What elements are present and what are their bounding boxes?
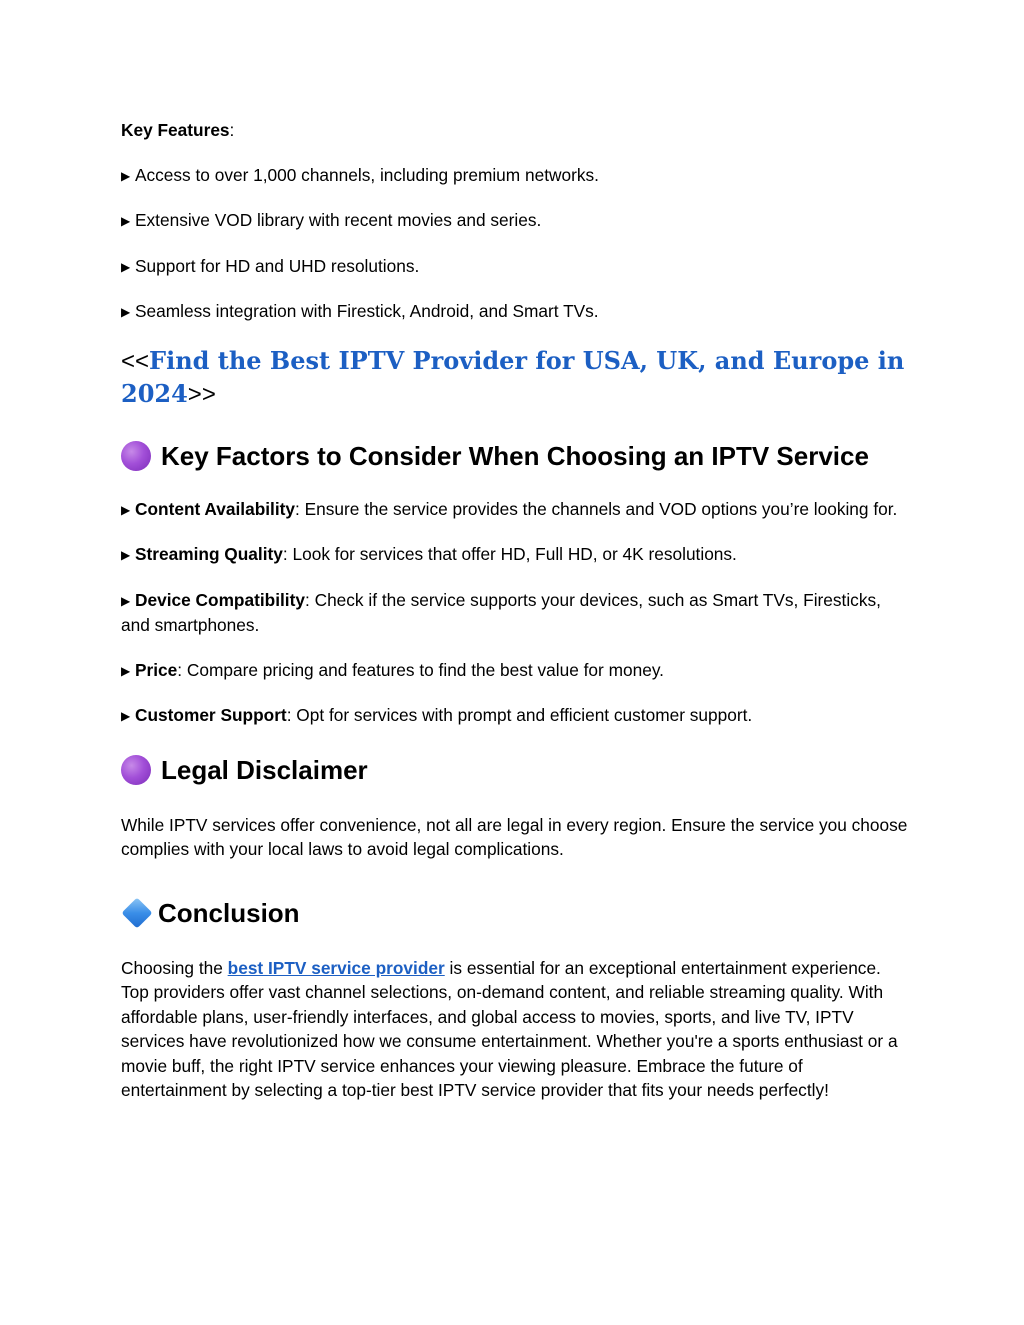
promo-link-line xyxy=(121,345,914,411)
feature-text: Extensive VOD library with recent movies and series. xyxy=(135,210,542,230)
feature-item xyxy=(121,254,914,280)
factor-item xyxy=(121,658,914,684)
key-features-colon: : xyxy=(229,120,235,140)
factor-term: Streaming Quality xyxy=(135,544,283,564)
factor-item xyxy=(121,588,914,638)
triangle-right-icon: ▶ xyxy=(121,593,131,608)
legal-heading-text: Legal Disclaimer xyxy=(161,754,368,785)
conclusion-text-after: is essential for an exceptional entertainment experience. Top providers offer vast channel selections, on-demand content, and reliable streaming quality. With affordable plans, user-friendly interfaces, and global access to movies, sports, and live TV, IPTV services have revolutionized how we consume entertainment. Whether you're a sports enthusiast or a movie buff, the right IPTV service enhances your viewing pleasure. Embrace the future of entertainment by selecting a top-tier best IPTV service provider that fits your needs perfectly! xyxy=(121,957,898,1100)
feature-text: Access to over 1,000 channels, including premium networks. xyxy=(135,164,599,185)
purple-circle-icon xyxy=(121,441,151,471)
feature-text: Support for HD and UHD resolutions. xyxy=(135,255,420,276)
triangle-right-icon: ▶ xyxy=(121,259,131,274)
factor-desc: : Ensure the service provides the channels and VOD options you’re looking for. xyxy=(295,498,898,519)
factors-heading xyxy=(121,439,914,473)
purple-circle-icon xyxy=(121,755,151,785)
legal-heading xyxy=(121,753,914,787)
promo-suffix: >> xyxy=(187,380,216,408)
factor-item xyxy=(121,703,914,729)
feature-item xyxy=(121,299,914,325)
best-iptv-link[interactable]: best IPTV service provider xyxy=(227,957,445,978)
feature-text: Seamless integration with Firestick, Android, and Smart TVs. xyxy=(135,301,599,321)
conclusion-text-before: Choosing the xyxy=(121,957,228,978)
conclusion-body xyxy=(121,956,911,1103)
triangle-right-icon: ▶ xyxy=(121,548,131,562)
factors-heading-text: Key Factors to Consider When Choosing an IPTV Service xyxy=(161,440,869,471)
factor-desc: : Compare pricing and features to find the best value for money. xyxy=(177,659,664,680)
factor-item xyxy=(121,497,914,523)
triangle-right-icon: ▶ xyxy=(121,709,131,723)
triangle-right-icon: ▶ xyxy=(121,214,131,228)
conclusion-heading xyxy=(121,896,914,930)
triangle-right-icon: ▶ xyxy=(121,168,131,183)
triangle-right-icon: ▶ xyxy=(121,305,131,319)
factor-desc: : Opt for services with prompt and efficient customer support. xyxy=(286,705,753,725)
factor-desc: : Look for services that offer HD, Full HD, or 4K resolutions. xyxy=(282,544,737,564)
feature-item xyxy=(121,208,914,234)
promo-prefix: << xyxy=(121,347,150,375)
factor-term: Price xyxy=(135,659,178,680)
factor-item xyxy=(121,542,914,568)
factor-desc: : Check if the service supports your devices, such as Smart TVs, Firesticks, and smartphones. xyxy=(121,589,881,635)
legal-body: While IPTV services offer convenience, not all are legal in every region. Ensure the service you choose complies with your local laws to avoid legal complications. xyxy=(121,814,908,859)
factor-term: Device Compatibility xyxy=(135,589,305,610)
triangle-right-icon: ▶ xyxy=(121,502,131,517)
blue-diamond-icon xyxy=(121,897,152,928)
factor-term: Content Availability xyxy=(135,498,296,519)
key-features-heading xyxy=(121,118,914,143)
promo-link[interactable]: Find the Best IPTV Provider for USA, UK, and Europe in 2024 xyxy=(121,345,905,408)
key-features-label: Key Features xyxy=(121,120,230,140)
factor-term: Customer Support xyxy=(135,705,287,725)
conclusion-heading-text: Conclusion xyxy=(158,897,300,928)
triangle-right-icon: ▶ xyxy=(121,663,131,678)
feature-item xyxy=(121,163,914,189)
